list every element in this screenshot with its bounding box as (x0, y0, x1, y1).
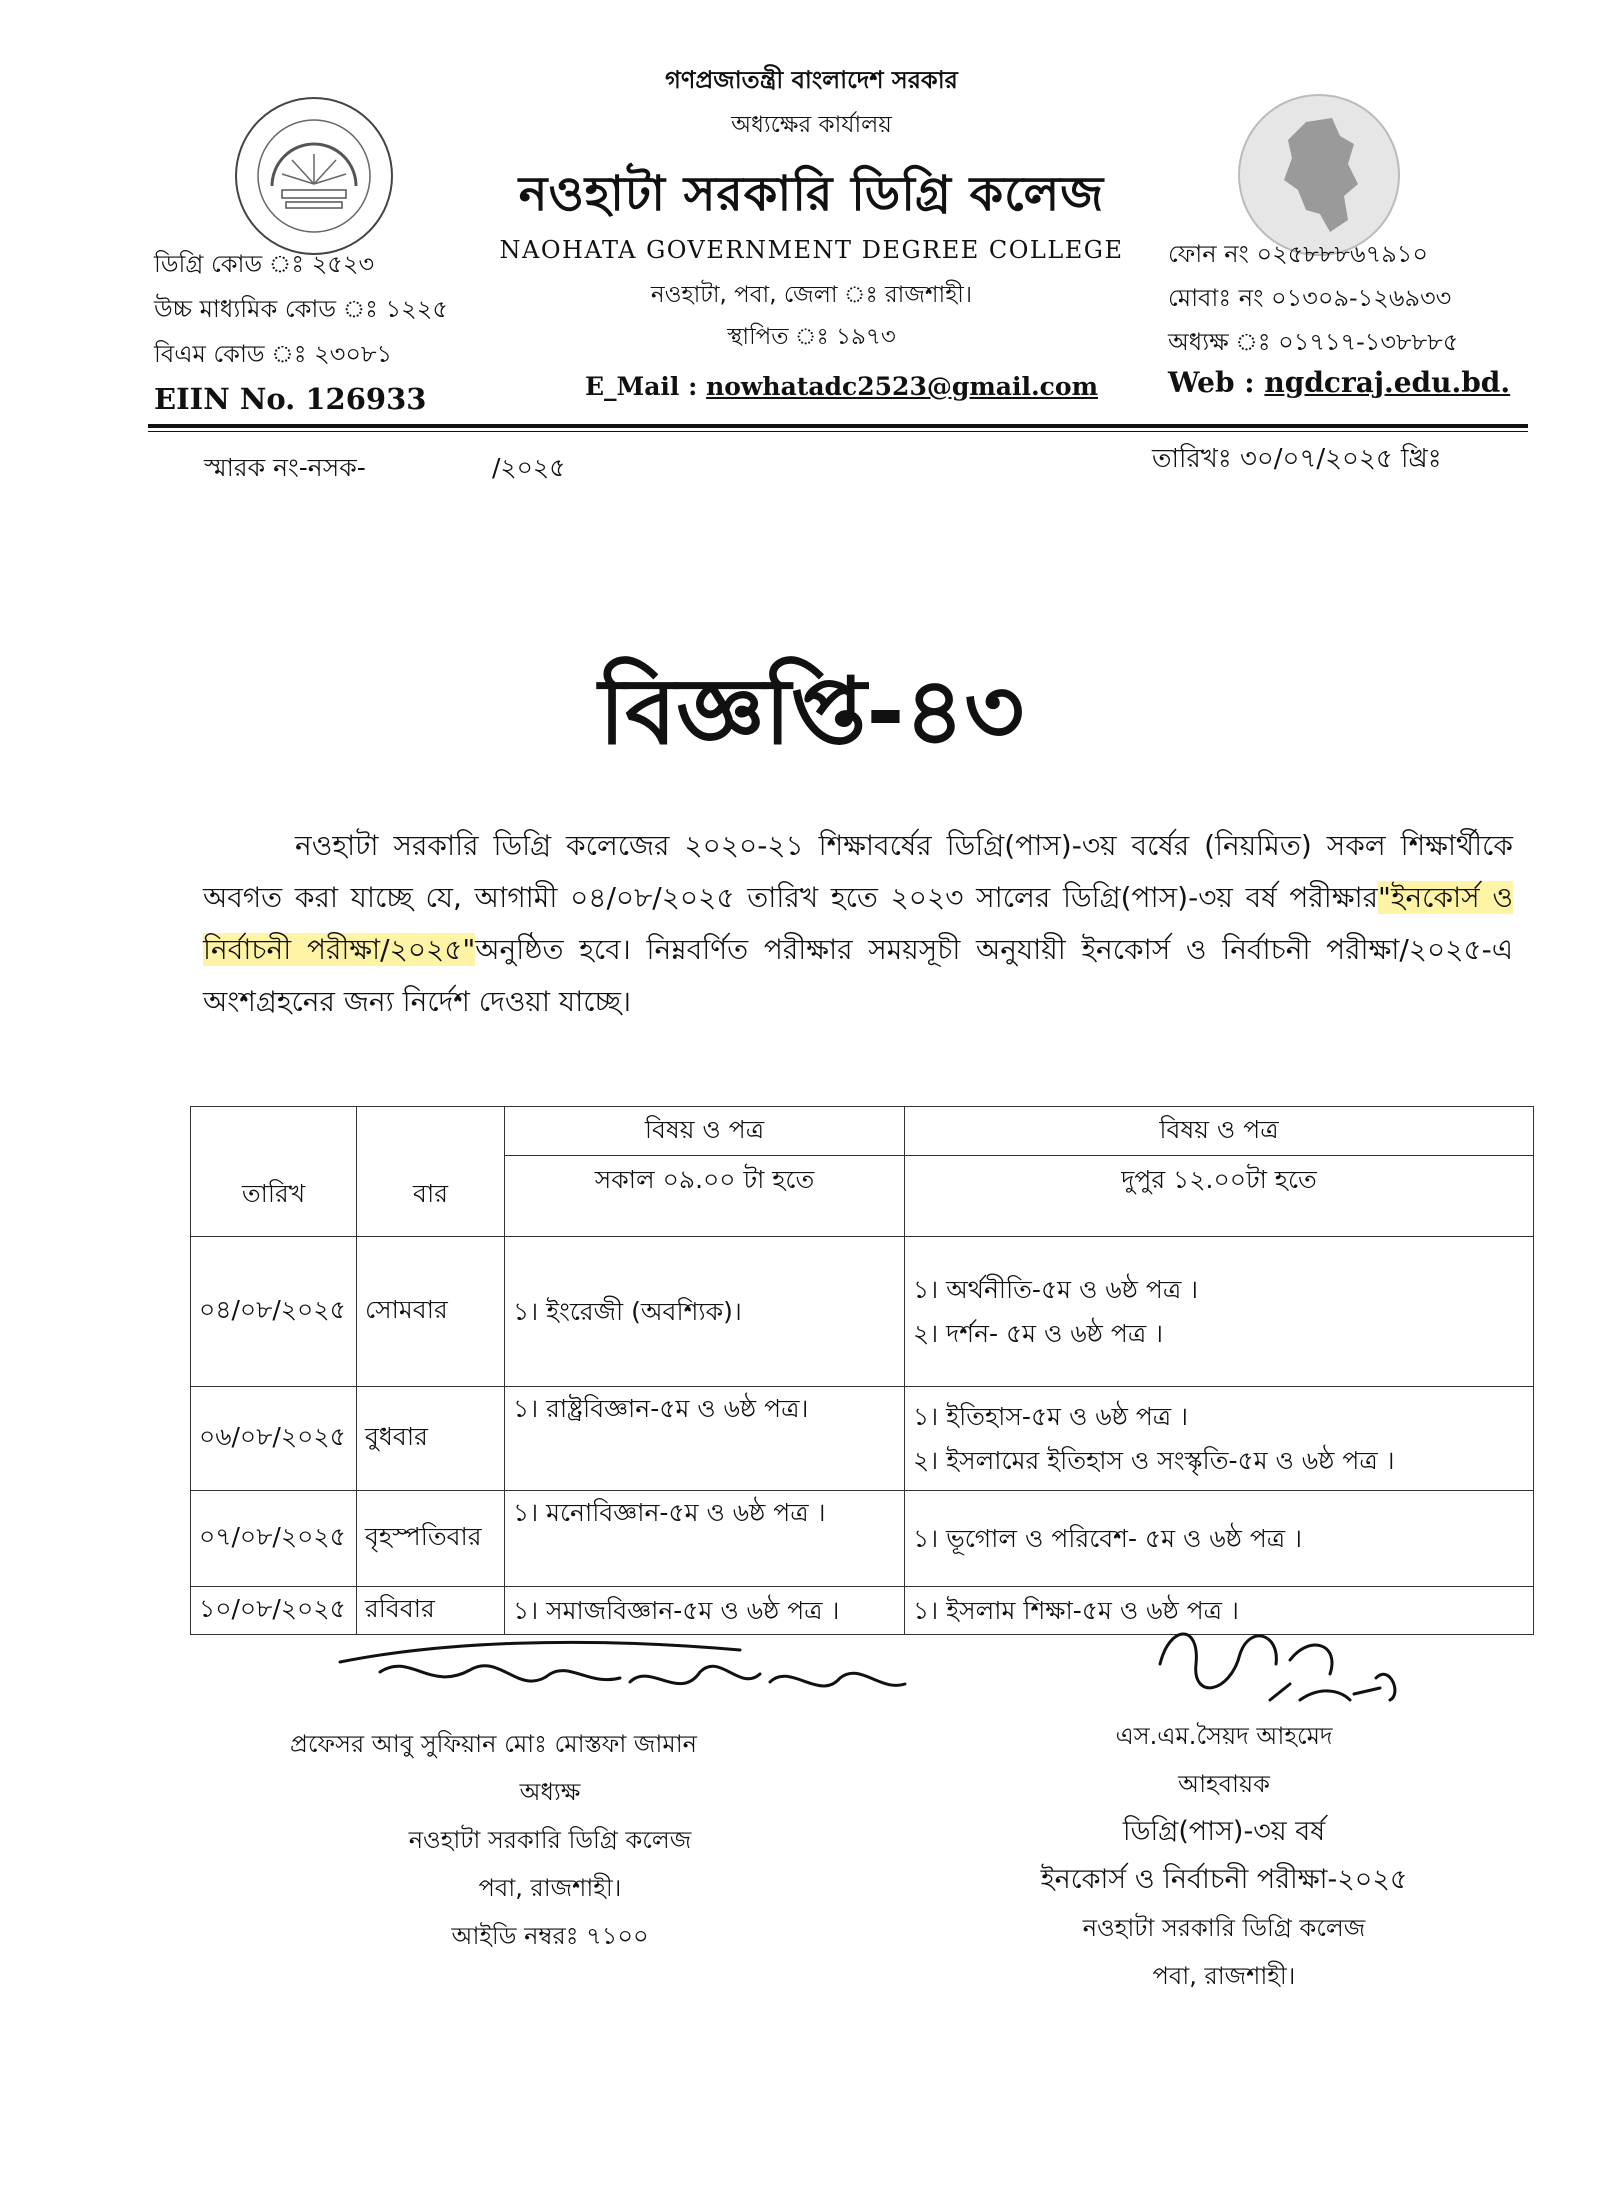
row-date: ০৪/০৮/২০২৫ (191, 1237, 357, 1387)
header-divider-thin (148, 431, 1528, 432)
email-line (585, 372, 1098, 401)
noon-subject: ১। ভূগোল ও পরিবেশ- ৫ম ও ৬ষ্ঠ পত্র । (913, 1523, 1303, 1553)
exam-schedule-table (190, 1106, 1534, 1635)
hsc-code: উচ্চ মাধ্যমিক কোড ঃ ১২২৫ (154, 295, 448, 323)
row-morning (505, 1237, 905, 1387)
header-morning: সকাল ০৯.০০ টা হতে (505, 1156, 905, 1237)
table-header-row-2 (191, 1156, 1534, 1237)
noon-subject: ১। অর্থনীতি-৫ম ও ৬ষ্ঠ পত্র । (913, 1274, 1199, 1304)
notice-text-after: অনুষ্ঠিত হবে। নিম্নবর্ণিত পরীক্ষার সময়সূচী অনুযায়ী ইনকোর্স ও নির্বাচনী পরীক্ষা/২০২৫-এ অংশগ্রহনের জন্য নির্দেশ দেওয়া যাচ্ছে। (203, 933, 1513, 1018)
row-noon (905, 1237, 1534, 1387)
header-blank-day (357, 1107, 505, 1156)
convener-name: এস.এম.সৈয়দ আহমেদ (1115, 1722, 1333, 1750)
noon-subject: ১। ইসলাম শিক্ষা-৫ম ও ৬ষ্ঠ পত্র । (913, 1595, 1239, 1625)
principal-signature (320, 1622, 920, 1732)
phone-number: ফোন নং ০২৫৮৮৮৬৭৯১০ (1168, 240, 1428, 268)
header-noon: দুপুর ১২.০০টা হতে (905, 1156, 1534, 1237)
row-date: ১০/০৮/২০২৫ (191, 1587, 357, 1635)
college-address: নওহাটা, পবা, জেলা ঃ রাজশাহী। (650, 282, 973, 308)
notice-text-before: নওহাটা সরকারি ডিগ্রি কলেজের ২০২০-২১ শিক্ষাবর্ষের ডিগ্রি(পাস)-৩য় বর্ষের (নিয়মিত) সকল শিক্ষার্থীকে অবগত করা যাচ্ছে যে, আগামী ০৪/০৮/২০২৫ তারিখ হতে ২০২৩ সালের ডিগ্রি(পাস)-৩য় বর্ষ পরীক্ষার (203, 829, 1513, 914)
convener-designation: আহবায়ক (1178, 1770, 1270, 1798)
website-line (1168, 366, 1510, 399)
header-day: বার (357, 1156, 505, 1237)
header-blank-date (191, 1107, 357, 1156)
notice-title: বিজ্ঞপ্তি-৪৩ (598, 658, 1025, 765)
row-noon (905, 1387, 1534, 1491)
row-morning (505, 1387, 905, 1491)
row-day: বৃহস্পতিবার (357, 1491, 505, 1587)
row-morning (505, 1491, 905, 1587)
web-label: Web : (1168, 366, 1265, 399)
bm-code: বিএম কোড ঃ ২৩০৮১ (154, 340, 393, 368)
row-noon (905, 1491, 1534, 1587)
header-divider (148, 424, 1528, 428)
table-header-row-1 (191, 1107, 1534, 1156)
header-subject-morning: বিষয় ও পত্র (505, 1107, 905, 1156)
convener-signature (1140, 1604, 1420, 1720)
established-year: স্থাপিত ঃ ১৯৭৩ (727, 324, 896, 350)
principal-id: আইডি নম্বরঃ ৭১০০ (451, 1922, 649, 1950)
morning-subject: ১। রাষ্ট্রবিজ্ঞান-৫ম ও ৬ষ্ঠ পত্র। (513, 1394, 809, 1423)
convener-college: নওহাটা সরকারি ডিগ্রি কলেজ (1082, 1914, 1366, 1942)
morning-subject: ১। ইংরেজী (অবশ্যিক)। (513, 1296, 742, 1326)
convener-program: ডিগ্রি(পাস)-৩য় বর্ষ (1122, 1816, 1326, 1847)
row-day: সোমবার (357, 1237, 505, 1387)
convener-signature-block (984, 1712, 1464, 2000)
memo-year: /২০২৫ (492, 453, 566, 482)
principal-location: পবা, রাজশাহী। (478, 1874, 622, 1902)
convener-exam: ইনকোর্স ও নির্বাচনী পরীক্ষা-২০২৫ (1040, 1864, 1408, 1895)
header-subject-noon: বিষয় ও পত্র (905, 1107, 1534, 1156)
principal-college: নওহাটা সরকারি ডিগ্রি কলেজ (408, 1826, 692, 1854)
row-date: ০৬/০৮/২০২৫ (191, 1387, 357, 1491)
principal-mobile: অধ্যক্ষ ঃ ০১৭১৭-১৩৮৮৮৫ (1168, 328, 1459, 356)
principal-designation: অধ্যক্ষ (519, 1778, 581, 1806)
table-row (191, 1387, 1534, 1491)
table-row (191, 1237, 1534, 1387)
noon-subject: ২। ইসলামের ইতিহাস ও সংস্কৃতি-৫ম ও ৬ষ্ঠ পত্র । (913, 1445, 1395, 1475)
principal-signature-block (290, 1720, 810, 1960)
morning-subject: ১। সমাজবিজ্ঞান-৫ম ও ৬ষ্ঠ পত্র । (513, 1595, 840, 1625)
memo-number: স্মারক নং-নসক- (204, 453, 366, 482)
row-day: বুধবার (357, 1387, 505, 1491)
mobile-number: মোবাঃ নং ০১৩০৯-১২৬৯৩৩ (1168, 284, 1452, 312)
eiin-number: EIIN No. 126933 (154, 382, 427, 416)
memo-date: তারিখঃ ৩০/০৭/২০২৫ খ্রিঃ (1152, 444, 1442, 474)
degree-code: ডিগ্রি কোড ঃ ২৫২৩ (154, 250, 375, 278)
notice-highlight: "ইনকোর্স ও নির্বাচনী পরীক্ষা/২০২৫" (203, 881, 1513, 966)
notice-body (203, 820, 1513, 1028)
header-date: তারিখ (191, 1156, 357, 1237)
college-name-bengali: নওহাটা সরকারি ডিগ্রি কলেজ (518, 166, 1105, 222)
noon-subject: ১। ইতিহাস-৫ম ও ৬ষ্ঠ পত্র । (913, 1401, 1189, 1431)
college-name-english: NAOHATA GOVERNMENT DEGREE COLLEGE (499, 236, 1124, 264)
noon-subject: ২। দর্শন- ৫ম ও ৬ষ্ঠ পত্র । (913, 1318, 1164, 1348)
government-title: গণপ্রজাতন্ত্রী বাংলাদেশ সরকার (665, 66, 958, 94)
convener-location: পবা, রাজশাহী। (1152, 1962, 1296, 1990)
morning-subject: ১। মনোবিজ্ঞান-৫ম ও ৬ষ্ঠ পত্র । (513, 1498, 826, 1527)
email-label: E_Mail : (585, 372, 707, 401)
row-date: ০৭/০৮/২০২৫ (191, 1491, 357, 1587)
email-link[interactable]: nowhatadc2523@gmail.com (706, 372, 1099, 401)
principal-name: প্রফেসর আবু সুফিয়ান মোঃ মোস্তফা জামান (290, 1730, 697, 1758)
office-title: অধ্যক্ষের কার্যালয় (731, 112, 892, 138)
table-row (191, 1491, 1534, 1587)
website-link[interactable]: ngdcraj.edu.bd. (1264, 366, 1511, 399)
row-day: রবিবার (357, 1587, 505, 1635)
